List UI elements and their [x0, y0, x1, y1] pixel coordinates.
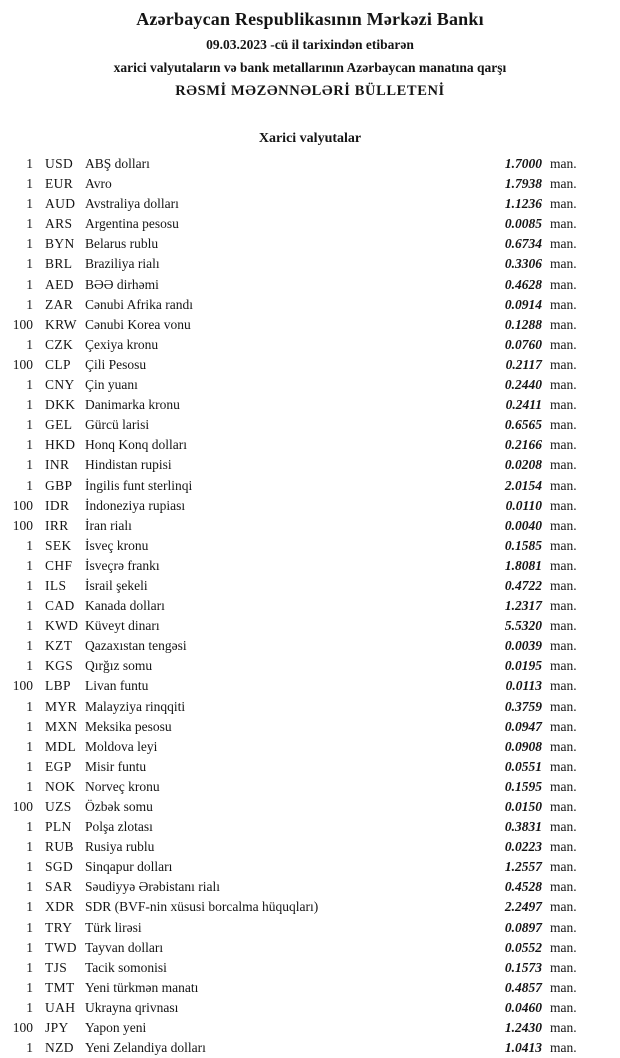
rate-quantity: 1	[26, 919, 33, 935]
rate-quantity: 1	[26, 276, 33, 292]
rate-quantity: 1	[26, 959, 33, 975]
currency-code: NZD	[45, 1040, 74, 1056]
currency-code: ILS	[45, 577, 67, 593]
rate-row	[0, 958, 620, 978]
rate-row	[0, 415, 620, 435]
currency-code: CAD	[45, 598, 75, 614]
rate-row	[0, 877, 620, 897]
currency-name: Tayvan dolları	[85, 939, 164, 955]
rate-row	[0, 576, 620, 596]
rate-unit: man.	[550, 959, 577, 975]
currency-code: LBP	[45, 678, 71, 694]
rate-row	[0, 476, 620, 496]
currency-name: Malayziya rinqqiti	[85, 698, 186, 714]
rate-value: 1.1236	[504, 196, 542, 212]
rate-row	[0, 556, 620, 576]
currency-name: Yapon yeni	[85, 1020, 147, 1036]
currency-name: Avstraliya dolları	[85, 196, 179, 212]
rate-row	[0, 717, 620, 737]
rate-row	[0, 154, 620, 174]
rate-row	[0, 194, 620, 214]
rate-row	[0, 1018, 620, 1038]
rate-unit: man.	[550, 999, 577, 1015]
rate-quantity: 100	[12, 678, 33, 694]
currency-code: CZK	[45, 336, 74, 352]
currency-name: Ukrayna qrivnası	[85, 999, 179, 1015]
currency-code: TRY	[45, 919, 73, 935]
currency-name: Belarus rublu	[85, 236, 159, 252]
currency-code: SAR	[45, 879, 73, 895]
currency-code: PLN	[45, 819, 72, 835]
rate-quantity: 1	[26, 477, 33, 493]
rate-row	[0, 837, 620, 857]
rate-value: 0.0760	[504, 336, 542, 352]
currency-code: GEL	[45, 417, 73, 433]
currency-name: Hindistan rupisi	[85, 457, 172, 473]
rate-quantity: 1	[26, 859, 33, 875]
rate-row	[0, 275, 620, 295]
rate-quantity: 1	[26, 397, 33, 413]
currency-code: EUR	[45, 176, 74, 192]
rate-quantity: 1	[26, 638, 33, 654]
rate-quantity: 1	[26, 738, 33, 754]
currency-name: BƏƏ dirhəmi	[85, 276, 159, 292]
currency-code: CNY	[45, 377, 75, 393]
rate-unit: man.	[550, 437, 577, 453]
rate-unit: man.	[550, 336, 577, 352]
rate-row	[0, 596, 620, 616]
rate-value: 0.1595	[504, 778, 542, 794]
currency-name: İndoneziya rupiası	[85, 497, 186, 513]
rate-value: 1.7000	[504, 156, 542, 171]
rate-value: 0.4722	[504, 577, 542, 593]
currency-name: Kanada dolları	[85, 598, 165, 614]
rate-quantity: 1	[26, 196, 33, 212]
rate-value: 1.8081	[504, 557, 542, 573]
currency-code: TJS	[45, 959, 68, 975]
rate-row	[0, 978, 620, 998]
effective-date-line: 09.03.2023 -cü il tarixindən etibarən	[206, 37, 414, 52]
rate-quantity: 1	[26, 236, 33, 252]
currency-code: ZAR	[45, 296, 74, 312]
rate-unit: man.	[550, 979, 577, 995]
rate-unit: man.	[550, 517, 577, 533]
currency-code: UZS	[45, 799, 72, 814]
rate-unit: man.	[550, 276, 577, 292]
currency-code: EGP	[45, 758, 72, 774]
rate-unit: man.	[550, 377, 577, 393]
rate-unit: man.	[550, 758, 577, 774]
rate-unit: man.	[550, 1040, 577, 1056]
rate-quantity: 1	[26, 698, 33, 714]
rate-unit: man.	[550, 839, 577, 855]
rate-unit: man.	[550, 899, 577, 915]
currency-code: KWD	[45, 618, 79, 634]
rate-quantity: 100	[12, 356, 33, 372]
rate-row	[0, 797, 620, 817]
rate-value: 0.0110	[505, 497, 542, 513]
rate-quantity: 1	[26, 598, 33, 614]
rate-row	[0, 857, 620, 877]
rate-unit: man.	[550, 718, 577, 734]
currency-name: Polşa zlotası	[85, 819, 153, 835]
rate-row	[0, 757, 620, 777]
rate-quantity: 1	[26, 256, 33, 272]
rate-row	[0, 315, 620, 335]
rate-row	[0, 676, 620, 696]
rate-row	[0, 998, 620, 1018]
rate-unit: man.	[550, 658, 577, 674]
rate-unit: man.	[550, 819, 577, 835]
rate-quantity: 100	[12, 1020, 33, 1036]
rate-value: 1.2430	[504, 1020, 542, 1036]
currency-code: AUD	[45, 196, 76, 212]
rate-value: 0.4628	[504, 276, 542, 292]
rate-row	[0, 496, 620, 516]
rate-unit: man.	[550, 397, 577, 413]
rate-value: 0.0085	[504, 216, 542, 232]
rate-unit: man.	[550, 738, 577, 754]
rate-row	[0, 636, 620, 656]
rate-value: 0.0039	[504, 638, 542, 654]
rate-quantity: 1	[26, 618, 33, 634]
rate-value: 0.3759	[504, 698, 542, 714]
rate-value: 0.0908	[504, 738, 542, 754]
currency-name: Gürcü larisi	[85, 417, 150, 433]
rate-value: 1.7938	[504, 176, 542, 192]
rate-quantity: 100	[12, 497, 33, 513]
rate-quantity: 1	[26, 176, 33, 192]
rate-quantity: 1	[26, 336, 33, 352]
rate-unit: man.	[550, 417, 577, 433]
rate-row	[0, 918, 620, 938]
rate-unit: man.	[550, 638, 577, 654]
currency-code: DKK	[45, 397, 76, 413]
rate-unit: man.	[550, 296, 577, 312]
rate-unit: man.	[550, 577, 577, 593]
rate-value: 2.2497	[504, 899, 542, 915]
currency-name: SDR (BVF-nin xüsusi borcalma hüquqları)	[85, 899, 319, 915]
rate-quantity: 1	[26, 557, 33, 573]
rate-row	[0, 455, 620, 475]
rate-row	[0, 1038, 620, 1058]
rate-quantity: 1	[26, 839, 33, 855]
rate-value: 0.1573	[504, 959, 542, 975]
rate-value: 0.0552	[504, 939, 542, 955]
currency-name: İran rialı	[85, 517, 132, 533]
rate-value: 0.0040	[504, 517, 542, 533]
currency-name: Yeni türkmən manatı	[85, 979, 199, 995]
currency-code: GBP	[45, 477, 73, 493]
rate-row	[0, 375, 620, 395]
rate-quantity: 1	[26, 417, 33, 433]
currency-name: Qazaxıstan tengəsi	[85, 638, 187, 654]
rate-quantity: 1	[26, 577, 33, 593]
currency-name: Rusiya rublu	[85, 839, 155, 855]
rate-value: 0.4528	[504, 879, 542, 895]
rate-value: 0.0150	[504, 799, 542, 814]
rate-value: 0.0897	[504, 919, 542, 935]
currency-name: Avro	[85, 176, 112, 192]
rate-value: 0.2166	[504, 437, 542, 453]
rate-value: 0.0195	[504, 658, 542, 674]
currency-code: BYN	[45, 236, 75, 252]
currency-code: CLP	[45, 356, 71, 372]
currency-name: Honq Konq dolları	[85, 437, 187, 453]
rate-row	[0, 777, 620, 797]
rate-unit: man.	[550, 939, 577, 955]
rate-quantity: 1	[26, 156, 33, 171]
rate-value: 0.1585	[504, 537, 542, 553]
rate-row	[0, 536, 620, 556]
rate-quantity: 1	[26, 377, 33, 393]
currency-code: XDR	[45, 899, 75, 915]
currency-name: İngilis funt sterlinqi	[85, 477, 193, 493]
rate-value: 0.6565	[504, 417, 542, 433]
rate-quantity: 1	[26, 778, 33, 794]
rate-unit: man.	[550, 879, 577, 895]
currency-code: HKD	[45, 437, 76, 453]
bulletin-header	[0, 9, 620, 100]
currency-code: KGS	[45, 658, 74, 674]
rate-quantity: 1	[26, 899, 33, 915]
rate-row	[0, 817, 620, 837]
rate-row	[0, 938, 620, 958]
rate-quantity: 1	[26, 979, 33, 995]
rate-unit: man.	[550, 537, 577, 553]
rate-unit: man.	[550, 176, 577, 192]
rate-quantity: 1	[26, 537, 33, 553]
currency-code: MYR	[45, 698, 77, 714]
rate-value: 0.0914	[504, 296, 542, 312]
rate-row	[0, 697, 620, 717]
rate-unit: man.	[550, 919, 577, 935]
currency-code: IRR	[45, 517, 69, 533]
rate-quantity: 1	[26, 758, 33, 774]
subtitle-line: xarici valyutaların və bank metallarının Azərbaycan manatına qarşı	[113, 60, 507, 75]
rate-value: 0.0460	[504, 999, 542, 1015]
rate-value: 1.2317	[504, 598, 542, 614]
rate-quantity: 1	[26, 999, 33, 1015]
currency-name: ABŞ dolları	[85, 156, 150, 171]
rate-unit: man.	[550, 457, 577, 473]
rate-quantity: 1	[26, 879, 33, 895]
rate-unit: man.	[550, 216, 577, 232]
bulletin-title: RƏSMİ MƏZƏNNƏLƏRİ BÜLLETENİ	[175, 83, 445, 99]
currency-name: Sinqapur dolları	[85, 859, 173, 875]
currency-code: JPY	[45, 1020, 69, 1036]
rate-quantity: 1	[26, 457, 33, 473]
rate-row	[0, 335, 620, 355]
currency-name: Cənubi Afrika randı	[85, 296, 193, 312]
currency-name: Küveyt dinarı	[85, 618, 160, 634]
rate-quantity: 100	[12, 316, 33, 332]
currency-name: Cənubi Korea vonu	[85, 316, 191, 332]
rate-value: 1.0413	[504, 1040, 542, 1056]
currency-name: Argentina pesosu	[85, 216, 179, 232]
currency-code: CHF	[45, 557, 73, 573]
currency-code: INR	[45, 457, 70, 473]
rate-row	[0, 254, 620, 274]
rate-row	[0, 435, 620, 455]
rate-unit: man.	[550, 598, 577, 614]
currency-name: Meksika pesosu	[85, 718, 172, 734]
bank-name-title: Azərbaycan Respublikasının Mərkəzi Bankı	[136, 9, 484, 29]
rate-value: 0.2440	[504, 377, 542, 393]
rate-value: 5.5320	[504, 618, 542, 634]
rate-value: 0.2411	[505, 397, 542, 413]
rate-unit: man.	[550, 799, 577, 814]
currency-name: Misir funtu	[85, 758, 147, 774]
rate-value: 0.0551	[504, 758, 542, 774]
currency-code: BRL	[45, 256, 73, 272]
rate-quantity: 1	[26, 437, 33, 453]
rate-row	[0, 174, 620, 194]
rate-unit: man.	[550, 497, 577, 513]
currency-code: MDL	[45, 738, 77, 754]
rate-quantity: 1	[26, 1040, 33, 1056]
rate-unit: man.	[550, 156, 577, 171]
rate-value: 2.0154	[504, 477, 542, 493]
rate-quantity: 1	[26, 939, 33, 955]
currency-code: SEK	[45, 537, 72, 553]
rate-quantity: 1	[26, 658, 33, 674]
currency-code: ARS	[45, 216, 73, 232]
rate-row	[0, 616, 620, 636]
rate-unit: man.	[550, 678, 577, 694]
currency-name: İsveçrə frankı	[85, 557, 160, 573]
rate-row	[0, 214, 620, 234]
rate-quantity: 1	[26, 819, 33, 835]
rate-unit: man.	[550, 256, 577, 272]
rate-value: 0.6734	[504, 236, 542, 252]
rate-row	[0, 737, 620, 757]
rates-table	[0, 154, 620, 1058]
currency-name: Çili Pesosu	[85, 356, 147, 372]
rate-value: 0.0947	[504, 718, 542, 734]
rate-value: 0.0208	[504, 457, 542, 473]
currency-code: KRW	[45, 316, 77, 332]
currency-code: IDR	[45, 497, 70, 513]
currency-name: Çexiya kronu	[85, 336, 159, 352]
currency-name: Çin yuanı	[85, 377, 138, 393]
rate-value: 0.3831	[504, 819, 542, 835]
currency-code: RUB	[45, 839, 74, 855]
currency-name: Özbək somu	[85, 799, 153, 814]
currency-code: TMT	[45, 979, 75, 995]
rate-unit: man.	[550, 477, 577, 493]
currency-code: SGD	[45, 859, 74, 875]
rate-unit: man.	[550, 859, 577, 875]
rate-quantity: 1	[26, 296, 33, 312]
rate-quantity: 1	[26, 216, 33, 232]
rate-value: 0.0223	[504, 839, 542, 855]
rate-unit: man.	[550, 698, 577, 714]
rate-value: 0.0113	[505, 678, 542, 694]
currency-name: Qırğız somu	[85, 658, 153, 674]
rate-row	[0, 395, 620, 415]
rate-value: 0.1288	[504, 316, 542, 332]
rate-unit: man.	[550, 618, 577, 634]
rate-row	[0, 234, 620, 254]
currency-name: Yeni Zelandiya dolları	[85, 1040, 206, 1056]
rate-row	[0, 295, 620, 315]
currency-code: UAH	[45, 999, 76, 1015]
rate-unit: man.	[550, 316, 577, 332]
currency-name: Livan funtu	[85, 678, 149, 694]
rate-row	[0, 516, 620, 536]
currency-name: İsveç kronu	[85, 537, 149, 553]
rate-quantity: 100	[12, 799, 33, 814]
rate-value: 0.4857	[504, 979, 542, 995]
currency-name: Danimarka kronu	[85, 397, 180, 413]
rate-unit: man.	[550, 196, 577, 212]
currency-code: USD	[45, 156, 74, 171]
currency-code: NOK	[45, 778, 76, 794]
currency-name: Türk lirəsi	[85, 919, 142, 935]
rate-quantity: 100	[12, 517, 33, 533]
rate-row	[0, 656, 620, 676]
currency-name: Tacik somonisi	[85, 959, 167, 975]
currency-name: Braziliya rialı	[85, 256, 160, 272]
rate-quantity: 1	[26, 718, 33, 734]
currency-name: Moldova leyi	[85, 738, 158, 754]
rate-unit: man.	[550, 356, 577, 372]
currency-code: AED	[45, 276, 74, 292]
currency-code: MXN	[45, 718, 78, 734]
currency-code: TWD	[45, 939, 77, 955]
rate-value: 0.2117	[505, 356, 542, 372]
currency-code: KZT	[45, 638, 73, 654]
rate-unit: man.	[550, 557, 577, 573]
rate-row	[0, 355, 620, 375]
currency-name: Norveç kronu	[85, 778, 160, 794]
rate-unit: man.	[550, 1020, 577, 1036]
rate-unit: man.	[550, 778, 577, 794]
rate-unit: man.	[550, 236, 577, 252]
currency-name: İsrail şekeli	[85, 577, 148, 593]
section-title-foreign-currencies: Xarici valyutalar	[258, 131, 362, 146]
rate-value: 1.2557	[504, 859, 542, 875]
rate-value: 0.3306	[504, 256, 542, 272]
rate-row	[0, 897, 620, 917]
currency-name: Səudiyyə Ərəbistanı rialı	[85, 879, 220, 895]
